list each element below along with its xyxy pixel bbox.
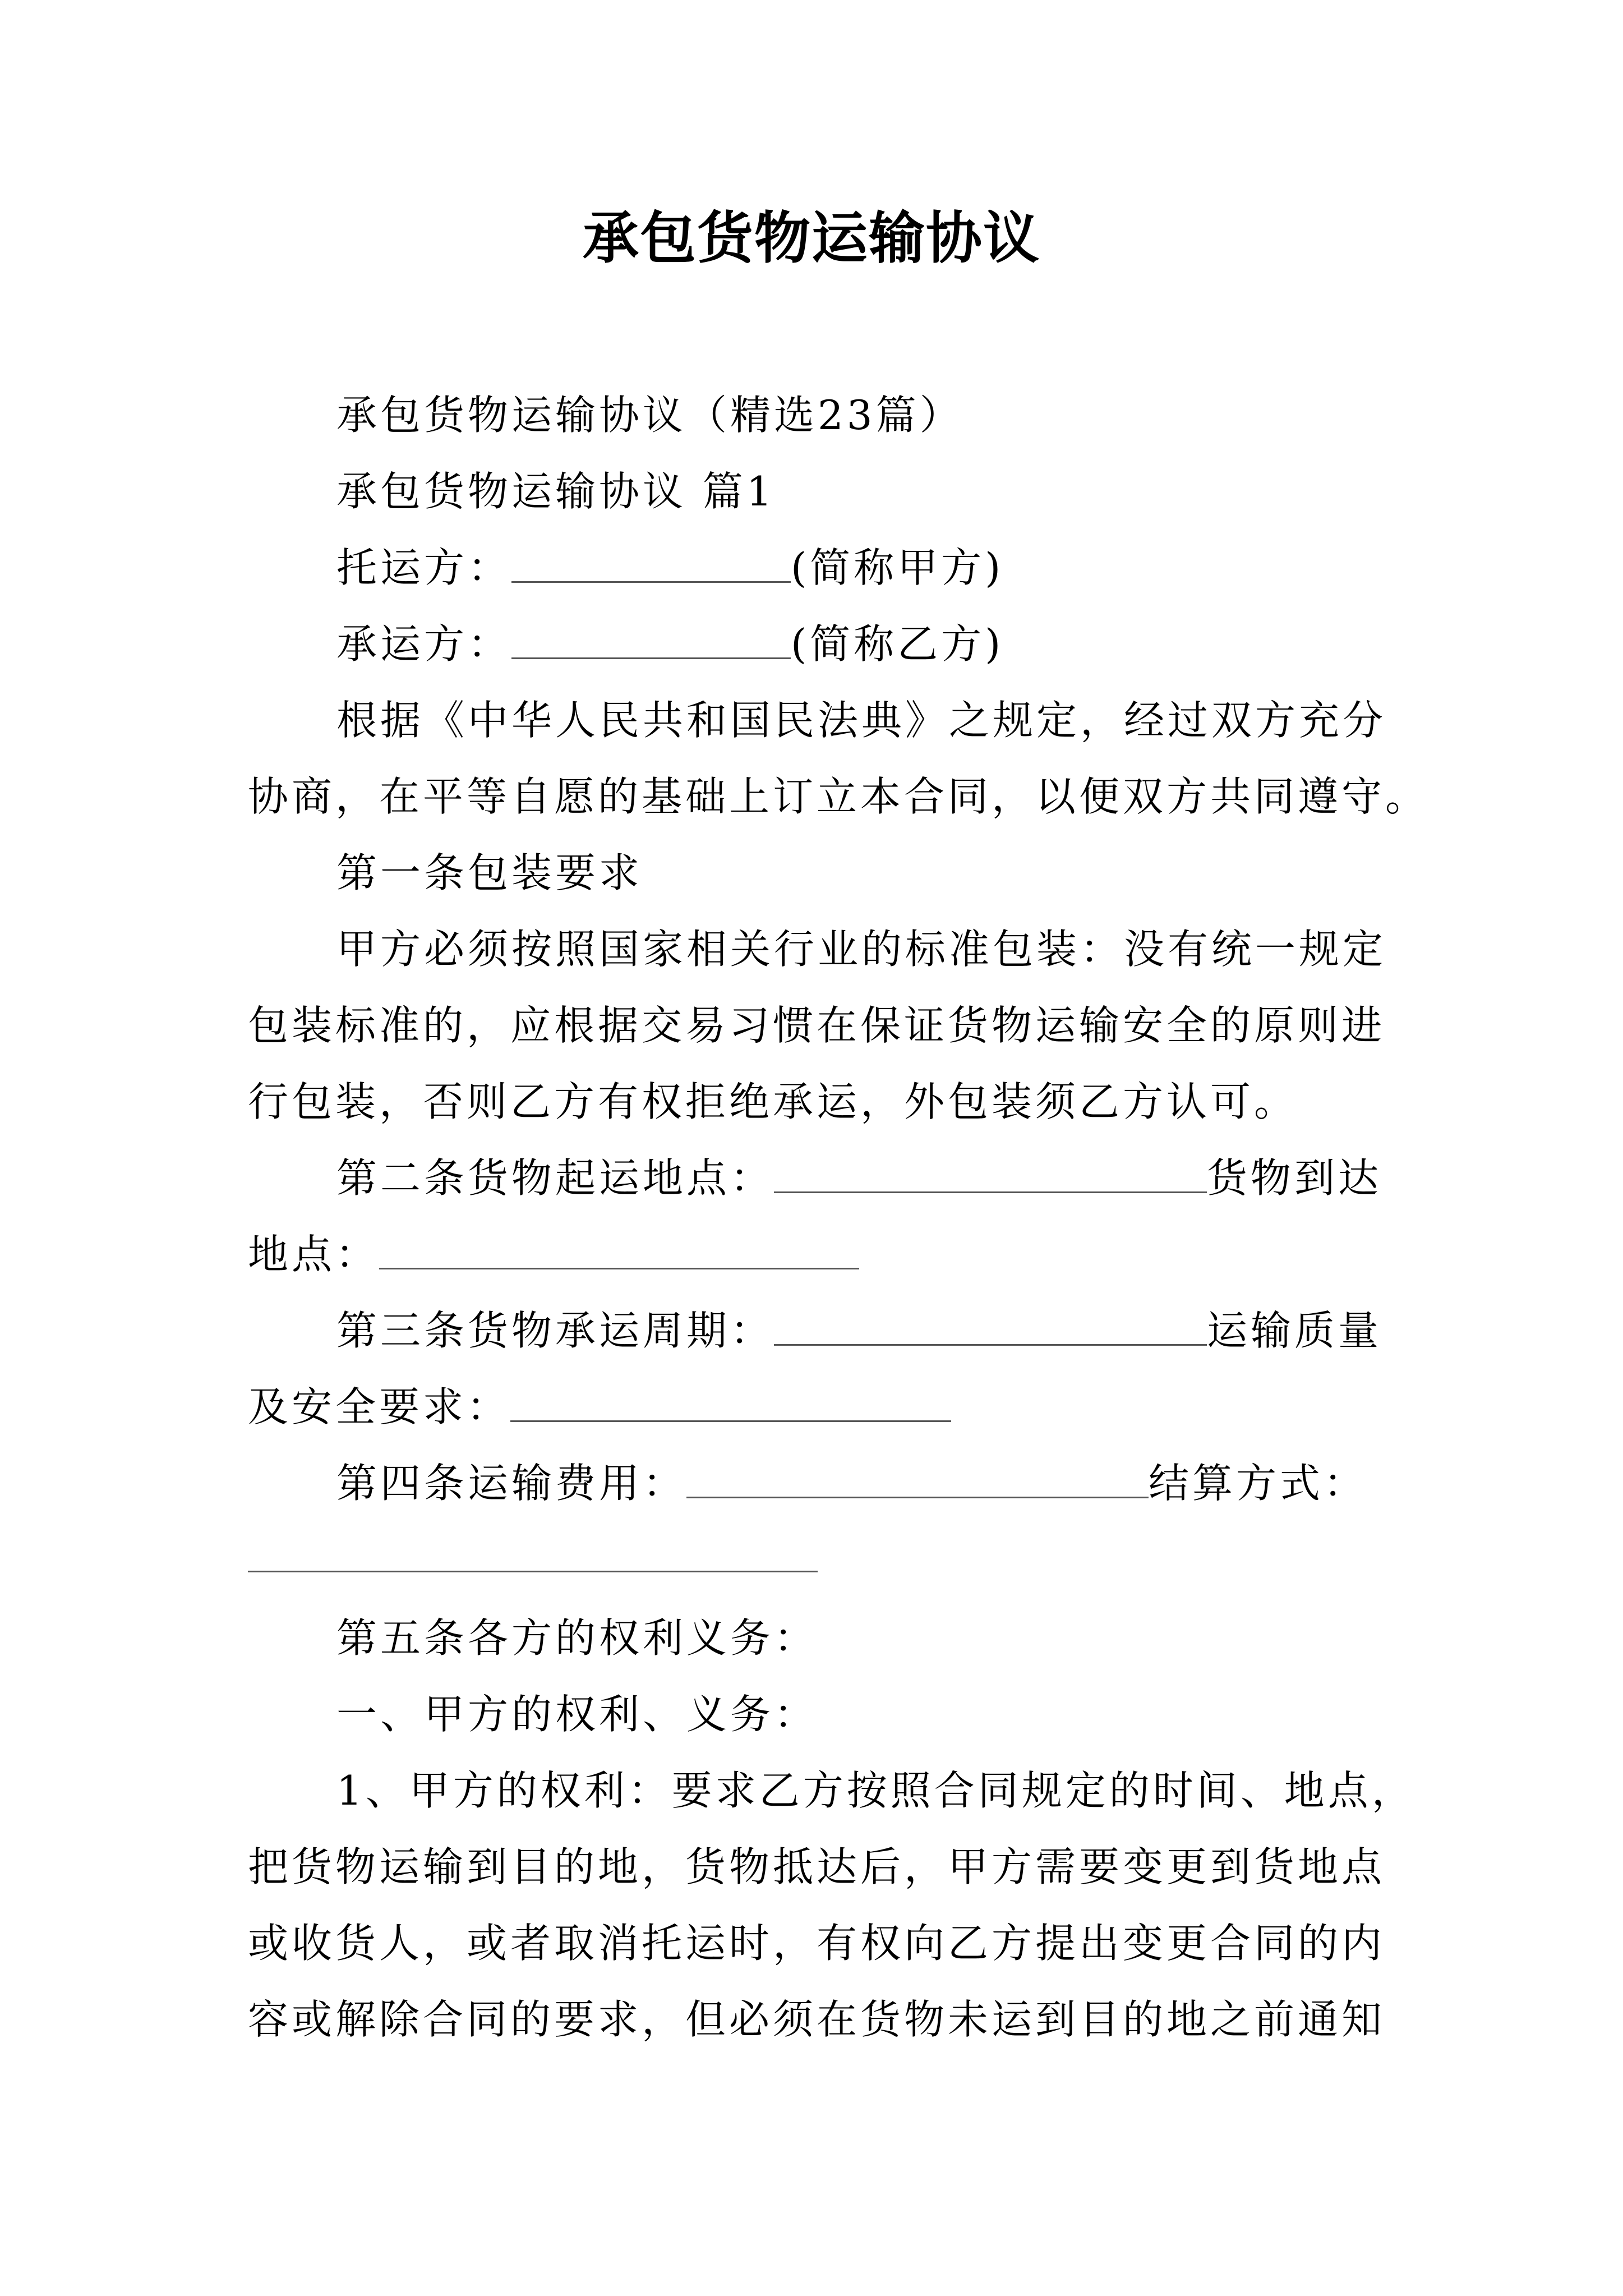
destination-label: 货物到达 xyxy=(1207,1154,1382,1202)
article1-title: 第一条包装要求 xyxy=(336,849,643,896)
carrier-label: 承运方： xyxy=(336,620,512,668)
carrier-suffix: (简称乙方) xyxy=(791,620,1004,668)
shipper-name-blank xyxy=(511,540,791,583)
party-a-title: 一、甲方的权利、义务： xyxy=(336,1691,818,1738)
intro-line: 根据《中华人民共和国民法典》之规定，经过双方充分 xyxy=(336,697,1387,744)
fee-label: 第四条运输费用： xyxy=(336,1460,687,1507)
quality-blank xyxy=(510,1379,951,1422)
quality-label: 运输质量 xyxy=(1207,1307,1382,1354)
article2-line xyxy=(336,1150,1382,1206)
fee-blank xyxy=(686,1455,1149,1498)
article5-title: 第五条各方的权利义务： xyxy=(336,1614,818,1662)
document-title: 承包货物运输协议 xyxy=(583,205,1040,271)
quality-label-cont: 及安全要求： xyxy=(248,1383,511,1430)
party-a-rights-line: 把货物运输到目的地，货物抵达后，甲方需要变更到货地点 xyxy=(248,1843,1386,1890)
shipper-label: 托运方： xyxy=(336,544,512,591)
shipper-suffix: (简称甲方) xyxy=(791,544,1004,591)
document-subtitle: 承包货物运输协议（精选23篇） xyxy=(336,392,963,439)
article3-line-cont xyxy=(248,1379,951,1435)
article3-line xyxy=(336,1303,1382,1359)
period-blank xyxy=(774,1303,1207,1346)
party-a-rights-line: 容或解除合同的要求，但必须在货物未运到目的地之前通知 xyxy=(248,1996,1386,2043)
article1-body-line: 包装标准的，应根据交易习惯在保证货物运输安全的原则进 xyxy=(248,1002,1386,1049)
origin-blank xyxy=(774,1150,1207,1193)
party-a-rights-line: 1、甲方的权利：要求乙方按照合同规定的时间、地点， xyxy=(336,1767,1415,1814)
shipper-line xyxy=(336,540,1004,596)
settlement-label: 结算方式： xyxy=(1149,1460,1368,1507)
carrier-name-blank xyxy=(511,616,791,659)
section-heading: 承包货物运输协议 篇1 xyxy=(336,468,776,515)
settlement-blank xyxy=(248,1571,818,1572)
article1-body-line: 行包装，否则乙方有权拒绝承运，外包装须乙方认可。 xyxy=(248,1078,1298,1125)
destination-label-cont: 地点： xyxy=(248,1231,380,1278)
carrier-line xyxy=(336,616,1004,672)
intro-line: 协商，在平等自愿的基础上订立本合同，以便双方共同遵守。 xyxy=(248,773,1430,820)
origin-label: 第二条货物起运地点： xyxy=(336,1154,774,1202)
period-label: 第三条货物承运周期： xyxy=(336,1307,774,1354)
article4-line xyxy=(336,1455,1367,1511)
article2-line-cont xyxy=(248,1226,859,1282)
article1-body-line: 甲方必须按照国家相关行业的标准包装：没有统一规定 xyxy=(336,926,1387,973)
destination-blank xyxy=(379,1226,859,1269)
party-a-rights-line: 或收货人，或者取消托运时，有权向乙方提出变更合同的内 xyxy=(248,1920,1386,1967)
